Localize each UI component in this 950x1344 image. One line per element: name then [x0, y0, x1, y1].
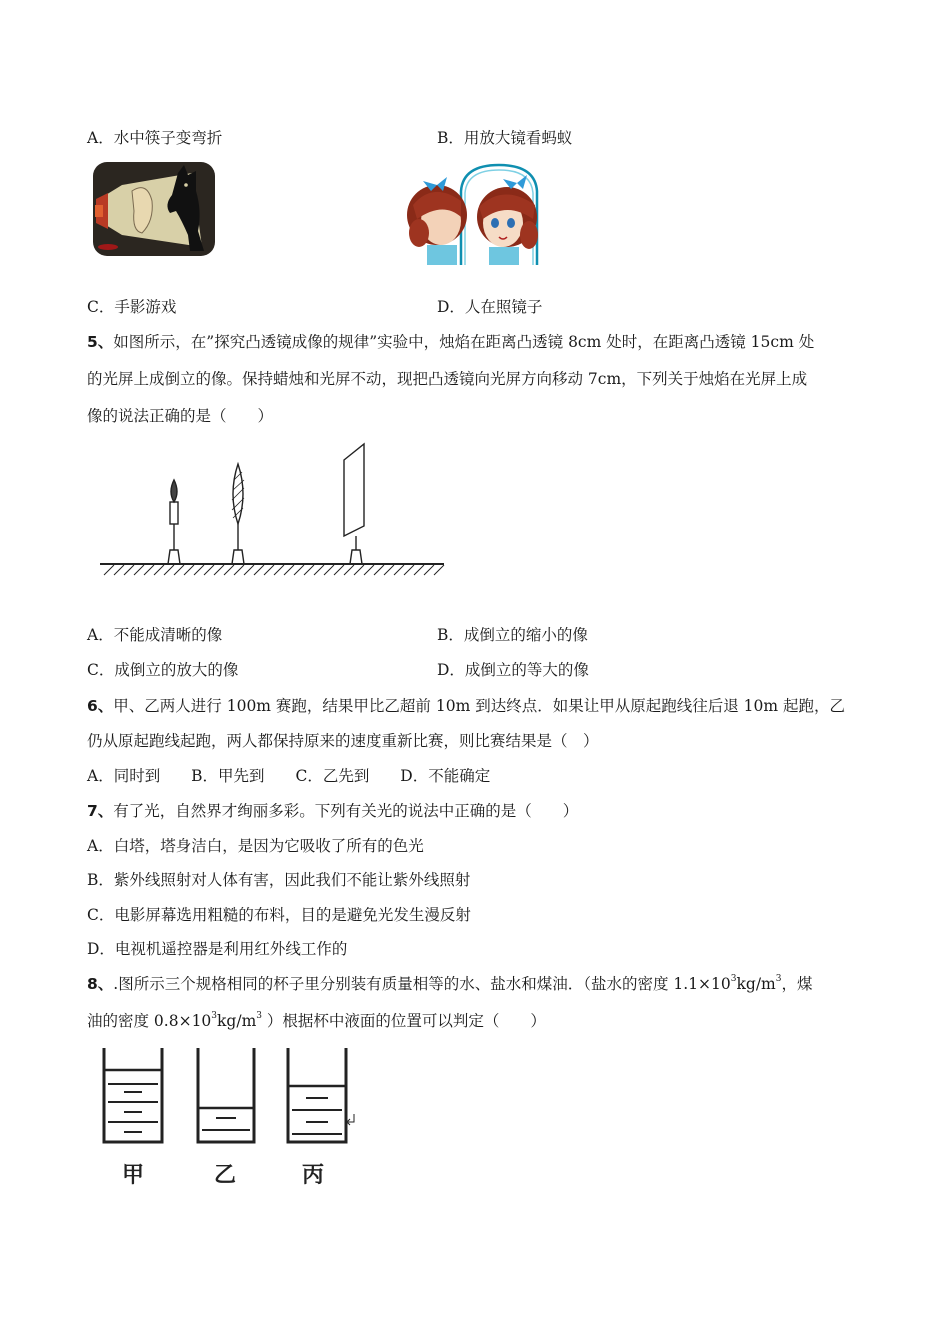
q5-text-1: 如图所示，在”探究凸透镜成像的规律”实验中，烛焰在距离凸透镜 8cm 处时，在距离凸透镜 15cm 处: [113, 333, 815, 351]
q5-option-a: A．不能成清晰的像: [87, 626, 223, 644]
q6-number: 6、: [87, 697, 114, 715]
q6-option-a: A．同时到: [87, 767, 161, 785]
cup-label-yi: 乙: [214, 1163, 237, 1188]
q8-exp-4: 3: [256, 1010, 262, 1021]
q5-line-3: 像的说法正确的是（ ）: [87, 407, 274, 425]
q6-option-d: D．不能确定: [400, 767, 491, 785]
q8-line-1: [87, 974, 812, 994]
q8-exp-1: 3: [730, 973, 737, 984]
cup-yi: [198, 1048, 254, 1142]
q5-line-2: 的光屏上成倒立的像。保持蜡烛和光屏不动，现把凸透镜向光屏方向移动 7cm，下列关于烛焰在光屏上成: [87, 370, 808, 388]
candle: [168, 480, 180, 564]
return-mark-icon: [347, 1114, 354, 1125]
q8-text-1c: ，煤: [781, 975, 813, 993]
optical-bench-figure: [98, 440, 446, 580]
q7-option-d: D．电视机遥控器是利用红外线工作的: [87, 940, 348, 958]
mirror-girls-image: [403, 161, 547, 265]
cup-label-jia: 甲: [122, 1163, 145, 1188]
ground-hatching: [104, 565, 444, 575]
q6-options: [87, 766, 490, 786]
convex-lens: [232, 464, 244, 564]
q4-option-c: C．手影游戏: [87, 298, 177, 316]
q5-number: 5、: [87, 333, 114, 351]
q7-line-1: [87, 801, 578, 821]
q8-number: 8、: [87, 975, 114, 993]
q7-number: 7、: [87, 802, 114, 820]
hand-shadow-image: [92, 161, 216, 257]
cup-jia: [104, 1048, 162, 1142]
q5-line-1: [87, 332, 814, 352]
q4-option-a: A．水中筷子变弯折: [87, 129, 223, 147]
q7-option-a: A．白塔，塔身洁白，是因为它吸收了所有的色光: [87, 837, 424, 855]
q5-option-b: B．成倒立的缩小的像: [437, 626, 588, 644]
cup-bing: [288, 1048, 346, 1142]
q8-exp-3: 3: [211, 1010, 218, 1021]
q8-text-2a: 油的密度 0.8×10: [87, 1012, 212, 1030]
q4-option-b: B．用放大镜看蚂蚁: [437, 129, 573, 147]
q7-option-c: C．电影屏幕选用粗糙的布料，目的是避免光发生漫反射: [87, 906, 471, 924]
q8-text-1b: kg/m: [736, 975, 776, 993]
q6-line-2: 仍从原起跑线起跑，两人都保持原来的速度重新比赛，则比赛结果是（ ）: [87, 732, 599, 750]
q8-line-2: [87, 1011, 546, 1031]
q5-option-d: D．成倒立的等大的像: [437, 661, 589, 679]
light-screen: [344, 444, 364, 564]
q6-text-1: 甲、乙两人进行 100m 赛跑，结果甲比乙超前 10m 到达终点．如果让甲从原起跑线往后退 10m 起跑，乙: [113, 697, 845, 715]
q7-text-1: 有了光，自然界才绚丽多彩。下列有关光的说法中正确的是（ ）: [113, 802, 579, 820]
q6-option-b: B．甲先到: [191, 767, 265, 785]
cup-label-bing: 丙: [302, 1163, 325, 1188]
q7-option-b: B．紫外线照射对人体有害，因此我们不能让紫外线照射: [87, 871, 471, 889]
three-cups-figure: [98, 1044, 366, 1192]
q5-option-c: C．成倒立的放大的像: [87, 661, 239, 679]
q6-line-1: [87, 696, 845, 716]
q8-text-1a: .图所示三个规格相同的杯子里分别装有质量相等的水、盐水和煤油．（盐水的密度 1.1×10: [113, 975, 731, 993]
q8-exp-2: 3: [775, 973, 782, 984]
q8-text-2b: kg/m: [217, 1012, 257, 1030]
q4-option-d: D．人在照镜子: [437, 298, 543, 316]
q6-option-c: C．乙先到: [295, 767, 370, 785]
q8-text-2c: ）根据杯中液面的位置可以判定（ ）: [262, 1012, 546, 1030]
